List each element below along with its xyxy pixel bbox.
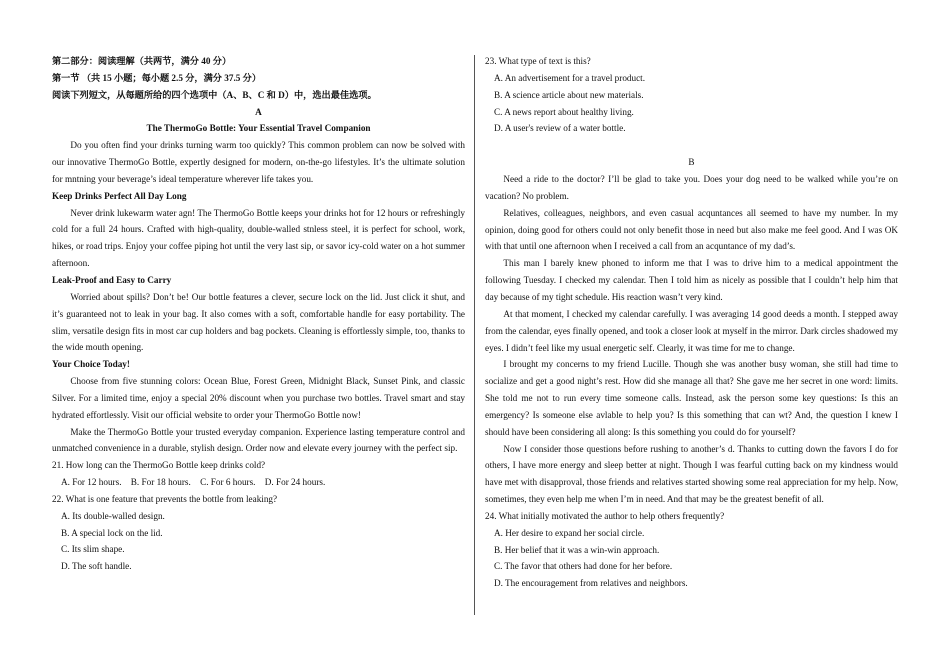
option-a: A. An advertisement for a travel product. [494,72,646,83]
passage-paragraph: Now I consider those questions before rushing to another’s d. Thanks to cutting down the favors I do for others, I have more energy and sleep better at night. Though I was fearful cutting back on my kindness would have met with disapproval, those friends and relatives started showing some real appreciation for my help. Now, sometimes, they even help me when I’m in need. And that may be the greatest benefit of all. [485,443,898,505]
option-d: D. For 24 hours. [264,477,326,488]
option-c: C. The favor that others had done for her before. [494,561,673,572]
option-c: C. Its slim shape. [61,544,125,555]
subsection-header: 第一节 （共 15 小题；每小题 2.5 分，满分 37.5 分） [52,72,262,83]
section-heading: Your Choice Today! [52,359,130,370]
option-b: B. For 18 hours. [130,477,191,488]
option-a: A. Her desire to expand her social circle. [494,527,645,538]
option-b: B. A science article about new materials. [494,89,644,100]
passage-title: The ThermoGo Bottle: Your Essential Travel Companion [146,123,371,134]
passage-paragraph: Relatives, colleagues, neighbors, and even casual acquntances all seemed to have my number. In my opinion, doing good for others could not only benefit those in need but also make me feel good. And I was OK with that until one afternoon when I received a call from an acquntance of my dad’s. [485,207,898,252]
right-column [485,53,898,592]
passage-letter: A [255,106,262,117]
passage-paragraph: Choose from five stunning colors: Ocean Blue, Forest Green, Midnight Black, Sunset Pink, and classic Silver. For a limited time, enjoy a special 20% discount when you purchase two bottles. Travel smart and stay hydrated effortlessly. Visit our official website to order your ThermoGo Bottle now! [52,376,465,420]
section-heading: Keep Drinks Perfect All Day Long [52,190,187,201]
question-24: 24. What initially motivated the author to help others frequently? [485,510,725,521]
question-21-options [52,474,465,491]
option-d: D. The encouragement from relatives and neighbors. [494,578,688,589]
column-divider [474,55,475,615]
option-b: B. Her belief that it was a win-win approach. [494,544,660,555]
question-23: 23. What type of text is this? [485,56,591,66]
option-c: C. For 6 hours. [200,477,256,488]
question-22: 22. What is one feature that prevents the bottle from leaking? [52,493,278,504]
option-c: C. A news report about healthy living. [494,106,634,117]
option-a: A. For 12 hours. [61,477,122,488]
passage-letter: B [688,157,695,168]
passage-paragraph: Do you often find your drinks turning warm too quickly? This common problem can now be solved with our innovative ThermoGo Bottle, expertly designed for modern, on-the-go lifestyles. It’s the ultimate solution for mntning your beverage’s ideal temperature wherever life takes you. [52,140,465,184]
spacer [485,137,898,154]
passage-paragraph: Worried about spills? Don’t be! Our bottle features a clever, secure lock on the lid. Just click it shut, and it’s guaranteed not to leak in your bag. It also comes with a soft, comfortable handle for easy portability. The slim, versatile design fits in most car cup holders and bag pockets. Cleaning is effortlessly simple, too, thanks to the wide mouth opening. [52,291,465,353]
passage-paragraph: Never drink lukewarm water agn! The ThermoGo Bottle keeps your drinks hot for 12 hours or refreshingly cold for a full 24 hours. Crafted with high-quality, double-walled stnless steel, it is perfect for school, work, hikes, or road trips. Enjoy your coffee piping hot until the very last sip, or savor icy-cold water on a hot summer afternoon. [52,207,465,269]
passage-paragraph: At that moment, I checked my calendar carefully. I was averaging 14 good deeds a month. I stepped away from the calendar, eyes finally opened, and took a closer look at myself in the mirror. Dark circles shadowed my eyes. I didn’t feel like my usual energetic self. Clearly, it was time for me to change. [485,308,898,353]
passage-paragraph: This man I barely knew phoned to inform me that I was to drive him to a medical appointment the following Tuesday. I checked my calendar. Then I told him as nicely as possible that I couldn’t help him that day because of my tight schedule. His reaction wasn’t very kind. [485,258,898,302]
passage-paragraph: Need a ride to the doctor? I’ll be glad to take you. Does your dog need to be walked while you’re on vacation? No problem. [485,174,898,201]
option-a: A. Its double-walled design. [61,510,165,521]
passage-paragraph: Make the ThermoGo Bottle your trusted everyday companion. Experience lasting temperature control and unmatched convenience in a durable, stylish design. Order now and elevate every journey with the perfect sip. [52,426,465,454]
instructions: 阅读下列短文，从每题所给的四个选项中（A、B、C 和 D）中，选出最佳选项。 [52,89,377,100]
question-21: 21. How long can the ThermoGo Bottle keep drinks cold? [52,460,266,471]
section-header: 第二部分：阅读理解（共两节，满分 40 分） [52,56,232,66]
section-heading: Leak-Proof and Easy to Carry [52,274,172,285]
option-d: D. The soft handle. [61,561,132,572]
option-d: D. A user's review of a water bottle. [494,123,626,134]
passage-paragraph: I brought my concerns to my friend Lucille. Though she was another busy woman, she still had time to socialize and get a good night’s rest. How did she manage all that? She gave me her secret in one word: limits. She told me not to run every time someone calls. Instead, ask the person some key questions: Is this an emergency? Is someone else avlable to help you? Is this something that can wt? And, the question I knew I should have been considering all along: Is this something you could do for yourself? [485,359,898,437]
option-b: B. A special lock on the lid. [61,527,163,538]
left-column [52,53,465,575]
